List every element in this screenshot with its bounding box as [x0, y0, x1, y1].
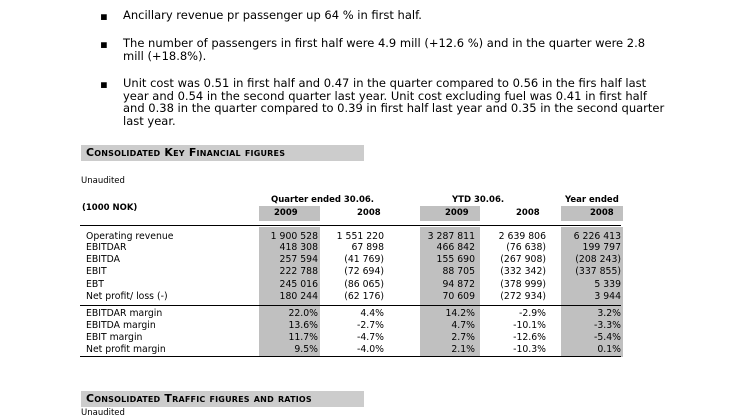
table-row: EBITDAR margin 22.0% 4.4% 14.2% -2.9% 3.2% [86, 308, 621, 319]
table-row: EBITDAR 418 308 67 898 466 842 (76 638) 199 797 [86, 242, 621, 253]
table-row: EBITDA margin 13.6% -2.7% 4.7% -10.1% -3.3% [86, 320, 621, 331]
bullet-text: Unit cost was 0.51 in first half and 0.47 in the quarter compared to 0.56 in the firs half last year and 0.54 in the second quarter last year. Unit cost excluding fuel was 0.41 in first half and 0.38 in the quarter compared to 0.39 in first half last year and 0.35 in the second quarter last year. [123, 76, 665, 128]
year-q2008: 2008 [357, 208, 381, 218]
table-row: Net profit/ loss (-) 180 244 (62 176) 70 609 (272 934) 3 944 [86, 291, 621, 302]
year-q2009: 2009 [274, 208, 298, 218]
year-ytd2008: 2008 [516, 208, 540, 218]
table-row: EBIT 222 788 (72 694) 88 705 (332 342) (337 855) [86, 266, 621, 277]
section-title-financial: Consolidated Key Financial figures [86, 146, 286, 159]
table-row: Operating revenue 1 900 528 1 551 220 3 287 811 2 639 806 6 226 413 [86, 231, 621, 242]
header-ytd: YTD 30.06. [452, 195, 505, 205]
bullet-marker: ▪ [100, 77, 108, 91]
bullet-text: The number of passengers in first half were 4.9 mill (+12.6 %) and in the quarter were 2.8 mill (+18.8%). [123, 36, 646, 63]
unaudited-label: Unaudited [81, 408, 125, 418]
header-year-ended: Year ended [565, 195, 619, 205]
header-quarter: Quarter ended 30.06. [271, 195, 375, 205]
table-top-rule [80, 225, 621, 226]
bullet-text: Ancillary revenue pr passenger up 64 % in first half. [123, 8, 422, 22]
bullet-marker: ▪ [100, 9, 108, 23]
bullet-marker: ▪ [100, 37, 108, 51]
table-row: EBT 245 016 (86 065) 94 872 (378 999) 5 339 [86, 279, 621, 290]
year-ye2008: 2008 [590, 208, 614, 218]
table-bottom-rule [80, 356, 621, 357]
unit-label: (1000 NOK) [82, 203, 138, 213]
section-title-traffic: Consolidated Traffic figures and ratios [86, 392, 312, 405]
table-row: Net profit margin 9.5% -4.0% 2.1% -10.3% 0.1% [86, 344, 621, 355]
unaudited-label: Unaudited [81, 176, 125, 186]
table-row: EBIT margin 11.7% -4.7% 2.7% -12.6% -5.4% [86, 332, 621, 343]
year-ytd2009: 2009 [445, 208, 469, 218]
table-row: EBITDA 257 594 (41 769) 155 690 (267 908) (208 243) [86, 254, 621, 265]
table-mid-rule [80, 305, 621, 306]
